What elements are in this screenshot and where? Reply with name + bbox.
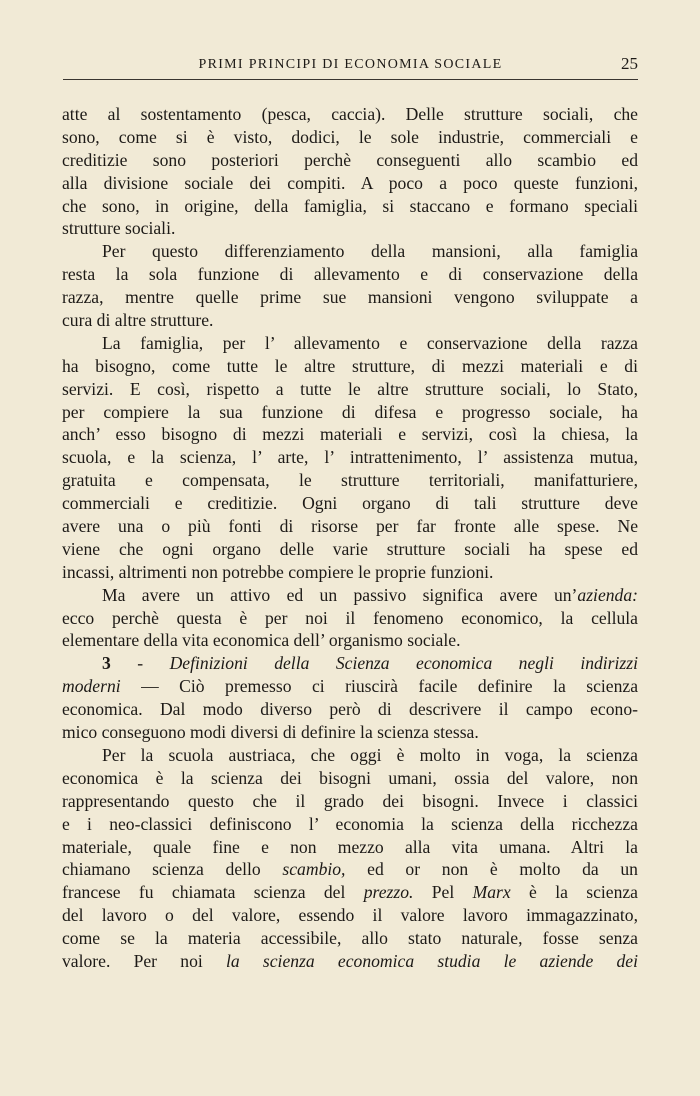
section-heading-line (62, 652, 638, 675)
section-number: 3 (102, 653, 111, 674)
text-line: atte al sostentamento (pesca, caccia). Delle strutture sociali, che (62, 104, 638, 124)
body-text (62, 103, 638, 973)
text-line: elementare della vita economica dell’ organismo sociale. (62, 630, 461, 651)
text-line: Per la scuola austriaca, che oggi è molto in voga, la scienza (102, 744, 638, 765)
text-line: strutture sociali. (62, 218, 176, 239)
text-line: resta la sola funzione di allevamento e di conservazione della (62, 264, 638, 285)
text-line: che sono, in origine, della famiglia, si staccano e formano speciali (62, 195, 638, 216)
text-line: servizi. E così, rispetto a tutte le altre strutture sociali, lo Stato, (62, 378, 638, 399)
text-run: è la scienza (510, 882, 638, 903)
running-title: PRIMI PRINCIPI DI ECONOMIA SOCIALE (198, 57, 503, 72)
text-line (62, 950, 638, 973)
text-line: commerciali e creditizie. Ogni organo di tali strutture deve (62, 493, 638, 514)
italic-term: azienda: (577, 584, 638, 605)
running-head (63, 50, 638, 80)
text-run: Ma avere un attivo ed un passivo significa avere un’ (102, 584, 578, 605)
text-run: — Ciò premesso ci riuscirà facile definire la scienza (120, 676, 638, 697)
section-heading: moderni (62, 676, 121, 697)
text-line: razza, mentre quelle prime sue mansioni vengono sviluppate a (62, 287, 638, 308)
text-line: creditizie sono posteriori perchè conseguenti allo scambio ed (62, 149, 638, 170)
text-line: del lavoro o del valore, essendo il valore lavoro immagazzinato, (62, 905, 638, 926)
text-line: scuola, e la scienza, l’ arte, l’ intrattenimento, l’ assistenza mutua, (62, 447, 638, 468)
text-line: cura di altre strutture. (62, 310, 214, 331)
text-line: avere una o più fonti di risorse per far fronte alle spese. Ne (62, 516, 638, 537)
italic-term: prezzo. (363, 882, 414, 903)
text-line: e i neo-classici definiscono l’ economia la scienza della ricchezza (62, 813, 638, 834)
italic-term: la scienza economica studia le aziende dei (225, 950, 638, 971)
text-line: economica è la scienza dei bisogni umani, ossia del valore, non (62, 767, 638, 788)
text-line: sono, come si è visto, dodici, le sole industrie, commerciali e (62, 126, 638, 147)
text-line: come se la materia accessibile, allo stato naturale, fosse senza (62, 928, 638, 949)
text-run: ed or non è molto da un (345, 859, 638, 880)
text-run: chiamano scienza dello (62, 859, 283, 880)
text-line (62, 675, 638, 698)
page-number: 25 (621, 54, 638, 73)
text-line: mico conseguono modi diversi di definire la scienza stessa. (62, 722, 479, 743)
text-line: anch’ esso bisogno di mezzi materiali e servizi, così la chiesa, la (62, 424, 638, 445)
text-line: ha bisogno, come tutte le altre strutture, di mezzi materiali e di (62, 355, 638, 376)
text-run: - (110, 653, 170, 674)
text-line: rappresentando questo che il grado dei bisogni. Invece i classici (62, 790, 638, 811)
italic-term: scambio, (282, 859, 346, 880)
text-line: incassi, altrimenti non potrebbe compiere le proprie funzioni. (62, 561, 494, 582)
section-heading: Definizioni della Scienza economica negli indirizzi (169, 653, 638, 674)
text-line: materiale, quale fine e non mezzo alla vita umana. Altri la (62, 836, 638, 857)
header-rule (63, 79, 638, 80)
text-line: alla divisione sociale dei compiti. A poco a poco queste funzioni, (62, 172, 638, 193)
text-line: ecco perchè questa è per noi il fenomeno economico, la cellula (62, 607, 638, 628)
text-line: Per questo differenziamento della mansioni, alla famiglia (102, 241, 638, 262)
text-line: La famiglia, per l’ allevamento e conservazione della razza (102, 332, 638, 353)
text-line (62, 858, 638, 881)
text-line (62, 881, 638, 904)
text-run: francese fu chiamata scienza del (62, 882, 364, 903)
text-line: gratuita e compensata, le strutture territoriali, manifatturiere, (62, 470, 638, 491)
italic-term: Marx (472, 882, 511, 903)
text-line: economica. Dal modo diverso però di descrivere il campo econo- (62, 699, 638, 720)
text-line: per compiere la sua funzione di difesa e progresso sociale, ha (62, 401, 638, 422)
text-line: viene che ogni organo delle varie strutture sociali ha spese ed (62, 538, 638, 559)
text-line (62, 584, 638, 607)
text-run: Pel (413, 882, 473, 903)
text-run: valore. Per noi (62, 950, 226, 971)
